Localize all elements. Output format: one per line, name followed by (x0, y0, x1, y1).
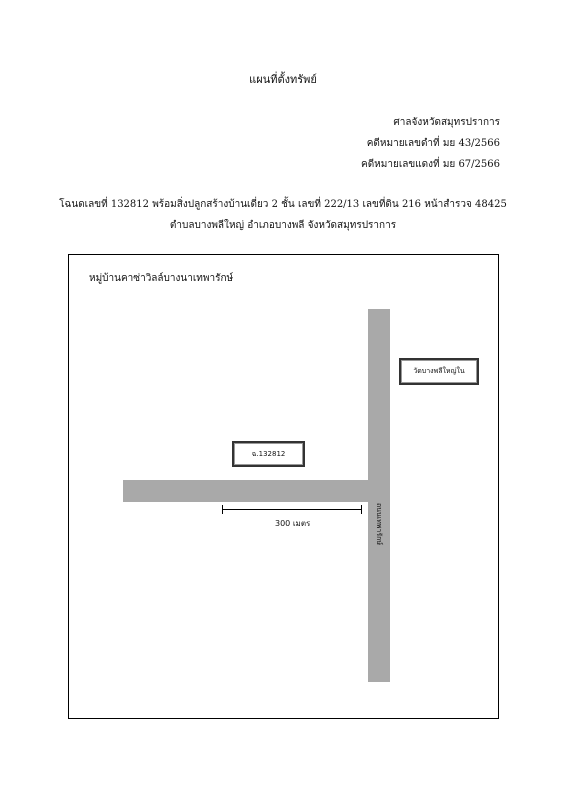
scale-tick-end (361, 505, 362, 514)
scale-bar (222, 505, 362, 515)
access-road (123, 480, 379, 502)
road-name-label: ถนนเทพารักษ์ (375, 503, 383, 545)
scale-label: 300 เมตร (275, 519, 311, 528)
black-case-number: คดีหมายเลขดำที่ มย 43/2566 (366, 138, 500, 149)
red-case-number: คดีหมายเลขแดงที่ มย 67/2566 (361, 159, 500, 170)
scale-line (222, 509, 362, 510)
location-map (68, 254, 499, 719)
parcel-label: ฉ.132812 (251, 449, 286, 458)
property-parcel-marker (232, 441, 305, 467)
scale-tick-start (222, 505, 223, 514)
deed-description: โฉนดเลขที่ 132812 พร้อมสิ่งปลูกสร้างบ้านเดี่ยว 2 ชั้น เลขที่ 222/13 เลขที่ดิน 216 หน้าสำรวจ 48425 (59, 199, 507, 210)
village-name: หมู่บ้านคาซ่าวิลล์บางนาเทพารักษ์ (89, 273, 234, 284)
court-name: ศาลจังหวัดสมุทรปราการ (393, 117, 500, 128)
temple-landmark (399, 358, 479, 385)
map-title: แผนที่ตั้งทรัพย์ (249, 73, 317, 86)
deed-location: ตำบลบางพลีใหญ่ อำเภอบางพลี จังหวัดสมุทรปราการ (169, 220, 397, 231)
temple-label: วัดบางพลีใหญ่ใน (413, 367, 465, 375)
